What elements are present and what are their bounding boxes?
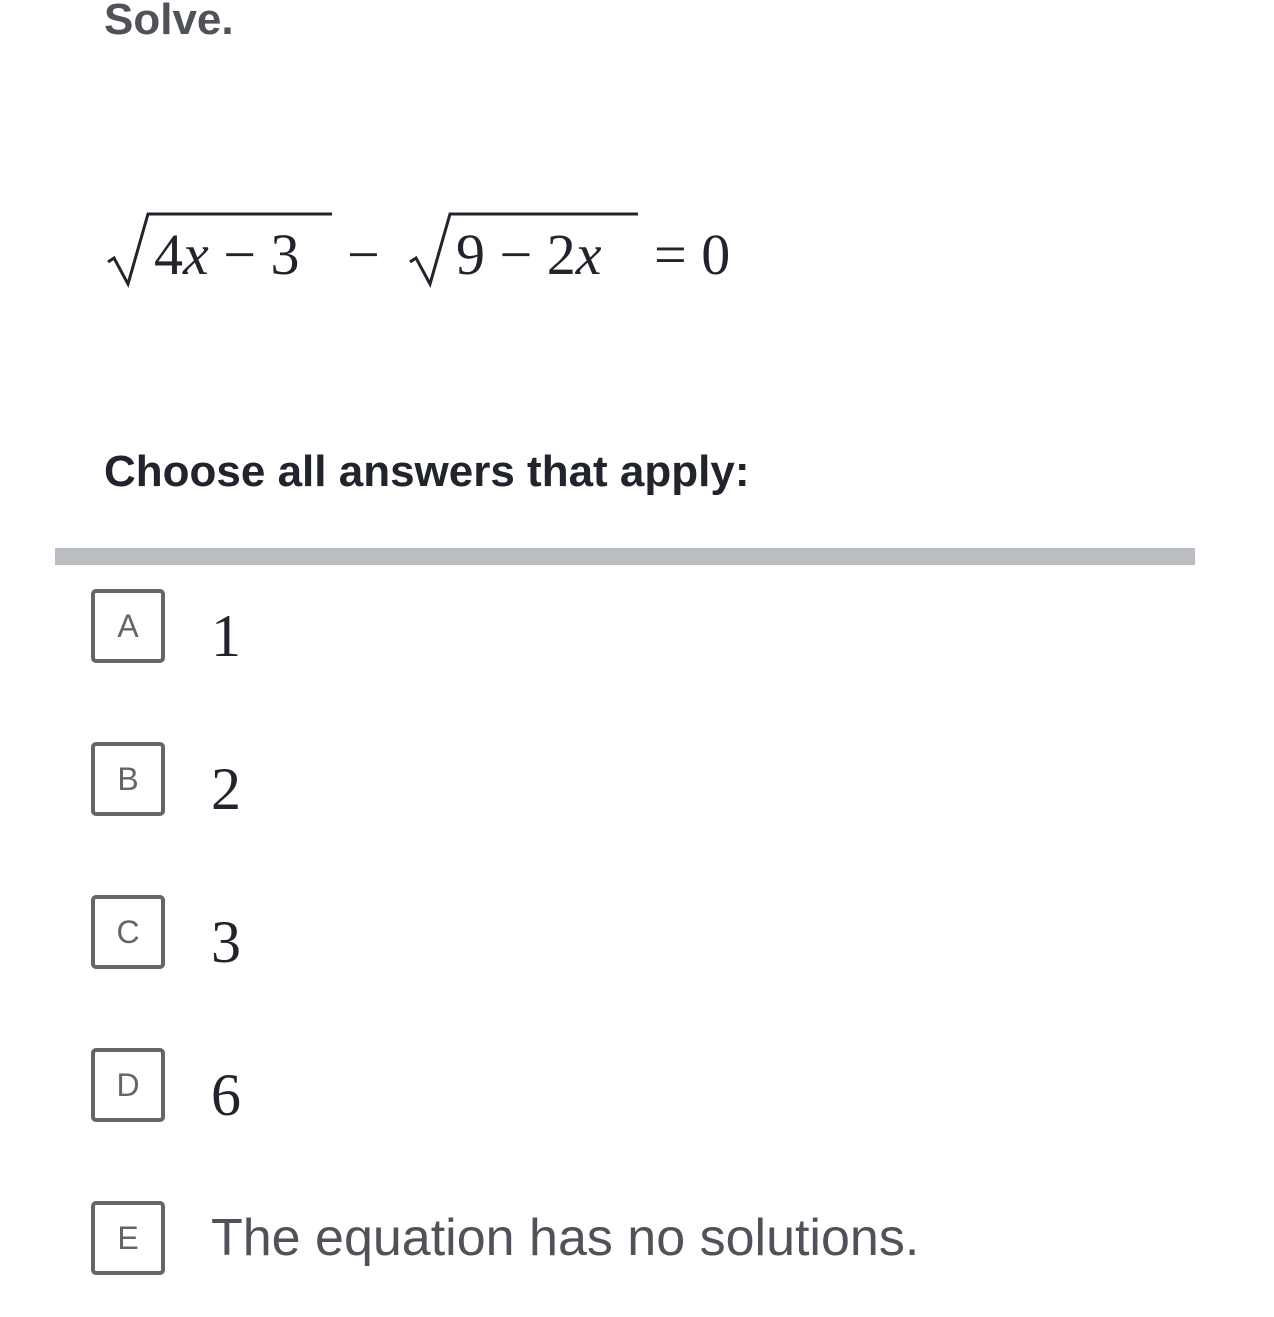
checkbox-c[interactable]: C <box>91 895 165 969</box>
checkbox-d[interactable]: D <box>91 1048 165 1122</box>
choice-a[interactable] <box>0 565 1274 705</box>
choice-c-text: 3 <box>211 909 241 975</box>
choice-d-text: 6 <box>211 1062 241 1128</box>
minus-operator: − <box>347 222 380 287</box>
choice-b-text: 2 <box>211 756 241 822</box>
choice-e-text: The equation has no solutions. <box>211 1209 920 1267</box>
checkbox-e[interactable]: E <box>91 1201 165 1275</box>
choice-c[interactable] <box>0 871 1274 1011</box>
instructions-text: Choose all answers that apply: <box>104 447 750 496</box>
divider <box>55 548 1195 565</box>
radicand-1: 4x − 3 <box>154 222 300 287</box>
equation-svg <box>104 196 824 296</box>
radicand-2: 9 − 2x <box>456 222 602 287</box>
choice-e[interactable] <box>0 1177 1274 1317</box>
choice-b[interactable] <box>0 718 1274 858</box>
equals-zero: = 0 <box>654 222 731 287</box>
equation <box>104 196 824 296</box>
choice-a-text: 1 <box>211 603 241 669</box>
checkbox-b[interactable]: B <box>91 742 165 816</box>
checkbox-a[interactable]: A <box>91 589 165 663</box>
choice-d[interactable] <box>0 1024 1274 1164</box>
prompt-text: Solve. <box>104 0 234 44</box>
